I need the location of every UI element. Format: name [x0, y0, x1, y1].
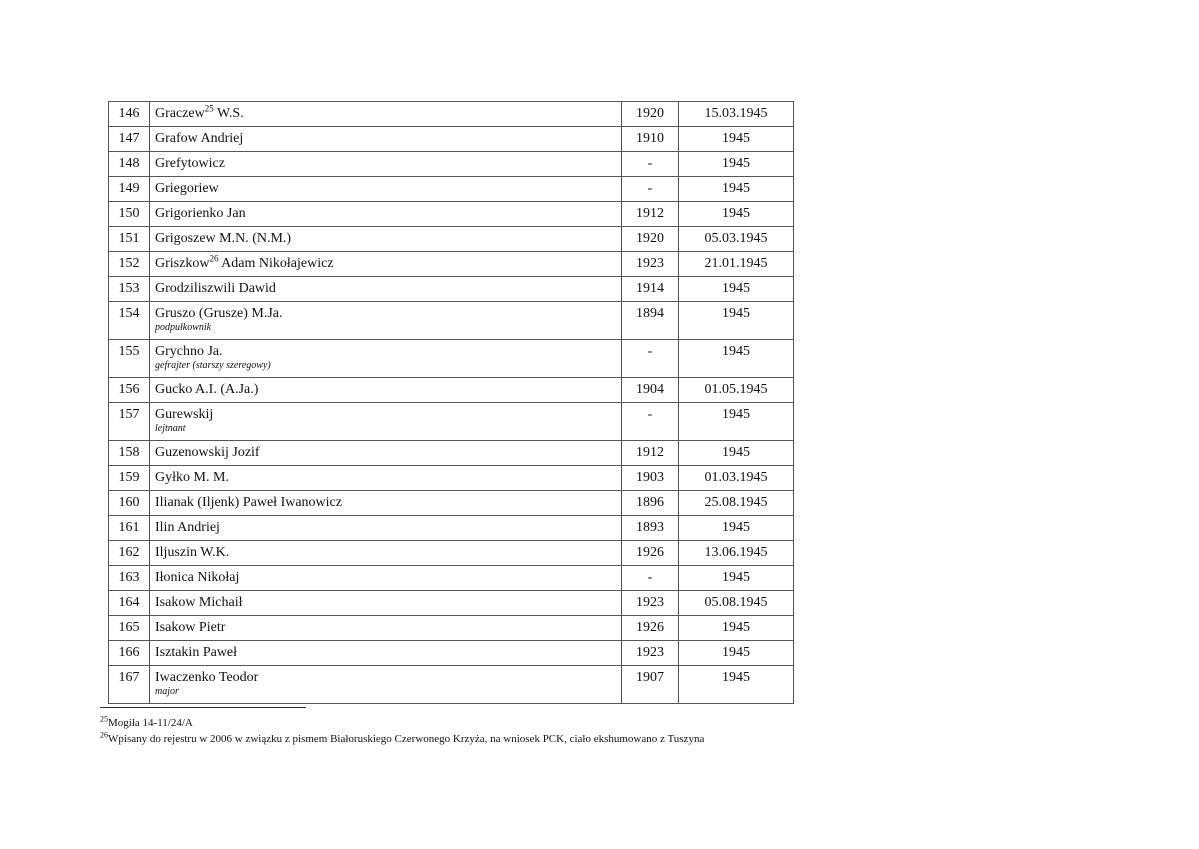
name-cell — [150, 378, 622, 403]
person-name: Ilin Andriej — [155, 520, 220, 535]
entry-number-cell — [109, 403, 150, 441]
death-date-cell — [679, 616, 794, 641]
death-date-cell — [679, 403, 794, 441]
birth-year: 1894 — [636, 306, 664, 321]
birth-year-cell — [622, 666, 679, 704]
name-cell — [150, 541, 622, 566]
person-name: Grefytowicz — [155, 156, 225, 171]
table-body — [109, 102, 794, 704]
military-rank: lejtnant — [155, 423, 186, 434]
person-name-continued: W.S. — [213, 106, 244, 121]
name-cell — [150, 227, 622, 252]
death-date-cell — [679, 340, 794, 378]
entry-number: 164 — [118, 595, 140, 610]
death-date-cell — [679, 252, 794, 277]
entry-number-cell — [109, 102, 150, 127]
birth-year-cell — [622, 227, 679, 252]
entry-number: 161 — [118, 520, 140, 535]
table-row — [109, 152, 794, 177]
death-date: 1945 — [722, 670, 750, 685]
entry-number-cell — [109, 302, 150, 340]
entry-number-cell — [109, 541, 150, 566]
birth-year: 1912 — [636, 445, 664, 460]
death-date: 21.01.1945 — [704, 256, 768, 271]
person-name: Iljuszin W.K. — [155, 545, 230, 560]
name-cell — [150, 591, 622, 616]
footnotes — [100, 715, 1100, 747]
entry-number: 167 — [118, 670, 140, 685]
table-row — [109, 666, 794, 704]
death-date-cell — [679, 441, 794, 466]
name-cell — [150, 441, 622, 466]
footnote-separator — [100, 707, 306, 708]
entry-number: 148 — [118, 156, 140, 171]
military-rank: gefrajter (starszy szeregowy) — [155, 360, 271, 371]
entry-number-cell — [109, 340, 150, 378]
person-name: Graczew — [155, 106, 205, 121]
table-row — [109, 516, 794, 541]
birth-year-cell — [622, 541, 679, 566]
birth-year-cell — [622, 403, 679, 441]
birth-year-cell — [622, 516, 679, 541]
person-name: Ilianak (Iljenk) Paweł Iwanowicz — [155, 495, 342, 510]
name-cell — [150, 277, 622, 302]
death-date-cell — [679, 491, 794, 516]
table-row — [109, 591, 794, 616]
entry-number: 149 — [118, 181, 140, 196]
death-date-cell — [679, 516, 794, 541]
footnote-mark: 25 — [100, 714, 108, 724]
person-name: Grafow Andriej — [155, 131, 244, 146]
person-name: Grigorienko Jan — [155, 206, 246, 221]
person-name: Grychno Ja. — [155, 344, 223, 359]
death-date: 1945 — [722, 306, 750, 321]
death-date: 1945 — [722, 131, 750, 146]
death-date-cell — [679, 152, 794, 177]
death-date: 05.08.1945 — [704, 595, 768, 610]
birth-year-cell — [622, 202, 679, 227]
death-date: 1945 — [722, 407, 750, 422]
entry-number-cell — [109, 666, 150, 704]
name-cell — [150, 566, 622, 591]
entry-number: 153 — [118, 281, 140, 296]
death-date-cell — [679, 666, 794, 704]
table-row — [109, 277, 794, 302]
name-cell — [150, 127, 622, 152]
entry-number-cell — [109, 441, 150, 466]
table-row — [109, 340, 794, 378]
death-date: 01.05.1945 — [704, 382, 768, 397]
entry-number-cell — [109, 378, 150, 403]
name-cell — [150, 641, 622, 666]
death-date: 13.06.1945 — [704, 545, 768, 560]
table-row — [109, 641, 794, 666]
birth-year: 1912 — [636, 206, 664, 221]
birth-year: 1914 — [636, 281, 664, 296]
entry-number-cell — [109, 466, 150, 491]
birth-year: 1920 — [636, 106, 664, 121]
birth-year: - — [647, 344, 653, 359]
birth-year-cell — [622, 616, 679, 641]
death-date: 1945 — [722, 344, 750, 359]
birth-year-cell — [622, 491, 679, 516]
name-cell — [150, 466, 622, 491]
entry-number: 157 — [118, 407, 140, 422]
entry-number-cell — [109, 202, 150, 227]
footnote-reference: 25 — [204, 103, 214, 114]
entry-number: 151 — [118, 231, 140, 246]
birth-year: 1893 — [636, 520, 664, 535]
burial-register-table — [108, 101, 794, 704]
birth-year-cell — [622, 441, 679, 466]
birth-year: 1923 — [636, 595, 664, 610]
table-row — [109, 202, 794, 227]
entry-number: 156 — [118, 382, 140, 397]
death-date: 1945 — [722, 445, 750, 460]
birth-year-cell — [622, 566, 679, 591]
table-row — [109, 541, 794, 566]
birth-year: 1920 — [636, 231, 664, 246]
person-name: Grodziliszwili Dawid — [155, 281, 276, 296]
death-date: 1945 — [722, 181, 750, 196]
name-cell — [150, 666, 622, 704]
person-name: Isztakin Paweł — [155, 645, 238, 660]
death-date-cell — [679, 127, 794, 152]
birth-year: 1923 — [636, 645, 664, 660]
birth-year: 1903 — [636, 470, 664, 485]
entry-number: 152 — [118, 256, 140, 271]
death-date-cell — [679, 227, 794, 252]
birth-year-cell — [622, 277, 679, 302]
birth-year-cell — [622, 302, 679, 340]
table-row — [109, 227, 794, 252]
entry-number: 146 — [118, 106, 140, 121]
death-date-cell — [679, 591, 794, 616]
person-name: Isakow Michaił — [155, 595, 243, 610]
entry-number: 150 — [118, 206, 140, 221]
military-rank: podpułkownik — [155, 322, 212, 333]
name-cell — [150, 403, 622, 441]
person-name: Isakow Pietr — [155, 620, 226, 635]
death-date-cell — [679, 641, 794, 666]
footnote-text: Mogiła 14-11/24/A — [108, 717, 193, 729]
entry-number: 165 — [118, 620, 140, 635]
table-row — [109, 302, 794, 340]
death-date-cell — [679, 541, 794, 566]
name-cell — [150, 340, 622, 378]
death-date-cell — [679, 378, 794, 403]
person-name: Griegoriew — [155, 181, 219, 196]
entry-number-cell — [109, 566, 150, 591]
entry-number-cell — [109, 516, 150, 541]
birth-year: 1904 — [636, 382, 664, 397]
death-date: 1945 — [722, 281, 750, 296]
table-row — [109, 441, 794, 466]
name-cell — [150, 252, 622, 277]
entry-number-cell — [109, 227, 150, 252]
name-cell — [150, 152, 622, 177]
birth-year-cell — [622, 466, 679, 491]
table-row — [109, 616, 794, 641]
birth-year-cell — [622, 591, 679, 616]
death-date: 1945 — [722, 620, 750, 635]
footnote-reference: 26 — [209, 253, 219, 264]
person-name: Guzenowskij Jozif — [155, 445, 260, 460]
entry-number-cell — [109, 177, 150, 202]
birth-year: - — [647, 407, 653, 422]
table-row — [109, 252, 794, 277]
footnote-25 — [100, 715, 1100, 731]
person-name-continued: Adam Nikołajewicz — [218, 256, 334, 271]
birth-year-cell — [622, 102, 679, 127]
entry-number-cell — [109, 491, 150, 516]
person-name: Gruszo (Grusze) M.Ja. — [155, 306, 283, 321]
military-rank: major — [155, 686, 179, 697]
entry-number-cell — [109, 616, 150, 641]
death-date-cell — [679, 202, 794, 227]
name-cell — [150, 102, 622, 127]
death-date: 1945 — [722, 206, 750, 221]
entry-number: 166 — [118, 645, 140, 660]
entry-number-cell — [109, 591, 150, 616]
birth-year: - — [647, 156, 653, 171]
birth-year-cell — [622, 152, 679, 177]
table-row — [109, 177, 794, 202]
entry-number-cell — [109, 127, 150, 152]
death-date: 1945 — [722, 570, 750, 585]
death-date-cell — [679, 466, 794, 491]
death-date: 1945 — [722, 156, 750, 171]
death-date: 1945 — [722, 520, 750, 535]
birth-year: 1910 — [636, 131, 664, 146]
entry-number-cell — [109, 277, 150, 302]
name-cell — [150, 177, 622, 202]
table-row — [109, 466, 794, 491]
table-row — [109, 403, 794, 441]
entry-number: 147 — [118, 131, 140, 146]
death-date: 15.03.1945 — [704, 106, 768, 121]
person-name: Gucko A.I. (A.Ja.) — [155, 382, 259, 397]
death-date: 25.08.1945 — [704, 495, 768, 510]
entry-number-cell — [109, 252, 150, 277]
birth-year: - — [647, 181, 653, 196]
entry-number-cell — [109, 641, 150, 666]
person-name: Iłonica Nikołaj — [155, 570, 240, 585]
entry-number-cell — [109, 152, 150, 177]
death-date-cell — [679, 566, 794, 591]
death-date: 05.03.1945 — [704, 231, 768, 246]
entry-number: 163 — [118, 570, 140, 585]
entry-number: 154 — [118, 306, 140, 321]
name-cell — [150, 302, 622, 340]
birth-year-cell — [622, 378, 679, 403]
name-cell — [150, 491, 622, 516]
birth-year: 1926 — [636, 545, 664, 560]
table-row — [109, 566, 794, 591]
person-name: Gyłko M. M. — [155, 470, 229, 485]
death-date-cell — [679, 302, 794, 340]
birth-year: 1907 — [636, 670, 664, 685]
birth-year-cell — [622, 252, 679, 277]
entry-number: 158 — [118, 445, 140, 460]
table-row — [109, 491, 794, 516]
name-cell — [150, 616, 622, 641]
death-date-cell — [679, 102, 794, 127]
death-date: 1945 — [722, 645, 750, 660]
death-date-cell — [679, 177, 794, 202]
person-name: Griszkow — [155, 256, 210, 271]
footnote-26 — [100, 731, 1100, 747]
entry-number: 160 — [118, 495, 140, 510]
birth-year: 1926 — [636, 620, 664, 635]
person-name: Grigoszew M.N. (N.M.) — [155, 231, 292, 246]
birth-year: 1896 — [636, 495, 664, 510]
table-row — [109, 127, 794, 152]
death-date: 01.03.1945 — [704, 470, 768, 485]
birth-year-cell — [622, 177, 679, 202]
entry-number: 162 — [118, 545, 140, 560]
birth-year: - — [647, 570, 653, 585]
person-name: Iwaczenko Teodor — [155, 670, 259, 685]
table-row — [109, 378, 794, 403]
birth-year-cell — [622, 127, 679, 152]
person-name: Gurewskij — [155, 407, 214, 422]
footnote-text: Wpisany do rejestru w 2006 w związku z pismem Białoruskiego Czerwonego Krzyża, na wniosek PCK, ciało ekshumowano z Tuszyna — [108, 733, 705, 745]
birth-year-cell — [622, 641, 679, 666]
death-date-cell — [679, 277, 794, 302]
footnote-mark: 26 — [100, 730, 108, 740]
entry-number: 155 — [118, 344, 140, 359]
birth-year-cell — [622, 340, 679, 378]
name-cell — [150, 202, 622, 227]
table-row — [109, 102, 794, 127]
name-cell — [150, 516, 622, 541]
entry-number: 159 — [118, 470, 140, 485]
birth-year: 1923 — [636, 256, 664, 271]
